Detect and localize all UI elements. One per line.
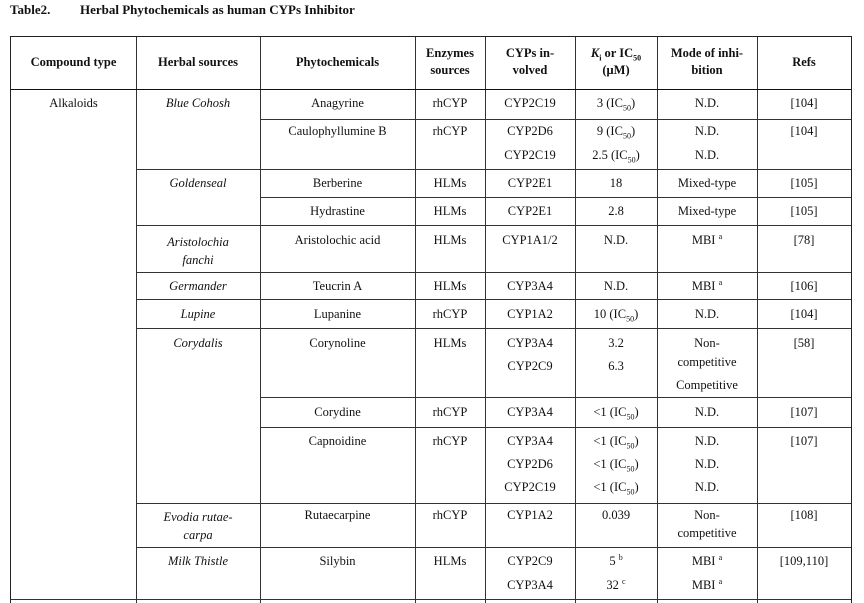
phytochemical-cell: Rutaecarpine xyxy=(304,508,371,522)
mode-cell: N.D. xyxy=(694,148,720,162)
ki-value-cell: 6.3 xyxy=(608,359,624,373)
ic-subscript: 50 xyxy=(626,314,635,324)
cyp-cell: CYP2E1 xyxy=(507,176,553,190)
ic-close: ) xyxy=(634,434,639,448)
header-phytochemicals: Phytochemicals xyxy=(295,55,380,69)
ref-cell: [105] xyxy=(790,204,818,218)
header-mode-line2: bition xyxy=(691,63,723,77)
ki-value-cell xyxy=(575,405,657,420)
footnote-mark: a xyxy=(718,277,723,287)
header-ki-line1 xyxy=(575,45,657,62)
footnote-mark: a xyxy=(718,552,723,562)
ic-close: ) xyxy=(630,124,636,138)
enzyme-source-cell: rhCYP xyxy=(432,307,468,321)
ki-value: 32 xyxy=(606,578,619,592)
ki-value-cell xyxy=(575,480,657,495)
row-rule xyxy=(136,272,851,273)
ki-value: <1 xyxy=(593,434,607,448)
mode-cell: N.D. xyxy=(694,307,720,321)
mode-cell: N.D. xyxy=(694,480,720,494)
ref-cell: [104] xyxy=(790,96,818,110)
cyp-cell: CYP2E1 xyxy=(507,204,553,218)
phytochemical-cell: Capnoidine xyxy=(308,434,367,448)
row-rule xyxy=(260,427,851,428)
ki-value-cell xyxy=(575,434,657,449)
enzyme-source-cell: HLMs xyxy=(433,279,467,293)
mode-text: MBI xyxy=(691,233,716,247)
header-refs: Refs xyxy=(792,55,816,69)
ref-cell: [104] xyxy=(790,307,818,321)
ki-value: <1 xyxy=(593,457,607,471)
cyp-cell: CYP2C19 xyxy=(504,96,556,110)
enzyme-source-cell: HLMs xyxy=(433,336,467,350)
ki-value: 2.5 xyxy=(592,148,608,162)
ref-cell: [104] xyxy=(790,124,818,138)
header-enzymes-line1: Enzymes xyxy=(426,46,474,60)
cyp-cell: CYP3A4 xyxy=(507,405,553,419)
cyp-cell: CYP1A1/2 xyxy=(502,233,558,247)
enzyme-source-cell: rhCYP xyxy=(432,124,468,138)
herbal-source-cell: Lupine xyxy=(180,307,216,321)
mode-cell: Mixed-type xyxy=(677,176,737,190)
ic-close: ) xyxy=(634,480,639,494)
table-title: Herbal Phytochemicals as human CYPs Inhibitor xyxy=(80,2,355,17)
ref-cell: [109,110] xyxy=(779,554,829,568)
phytochemical-table xyxy=(10,36,852,603)
header-mode-line1: Mode of inhi- xyxy=(670,46,744,60)
ki-value: 5 xyxy=(609,554,616,568)
ic-label: (IC xyxy=(607,148,628,162)
footnote-mark: c xyxy=(622,576,626,586)
row-rule xyxy=(136,225,851,226)
mode-cell: Competitive xyxy=(676,378,738,392)
header-rule xyxy=(11,89,851,90)
header-herbal-sources: Herbal sources xyxy=(158,55,238,69)
ki-value-cell: 3.2 xyxy=(608,336,624,350)
ic-subscript: 50 xyxy=(627,155,636,165)
phytochemical-cell: Silybin xyxy=(319,554,356,568)
phytochemical-cell: Aristolochic acid xyxy=(294,233,381,247)
row-rule xyxy=(136,328,851,329)
phytochemical-cell: Hydrastine xyxy=(310,204,365,218)
header-cyps-line1: CYPs in- xyxy=(505,46,555,60)
mode-cell: Mixed-type xyxy=(677,204,737,218)
table-number: Table2. xyxy=(10,2,51,17)
row-rule xyxy=(260,197,851,198)
ref-cell: [107] xyxy=(790,405,818,419)
enzyme-source-cell: rhCYP xyxy=(432,96,468,110)
herbal-source-cell xyxy=(136,233,260,269)
herbal-source-line: carpa xyxy=(183,528,213,542)
header-ki-ic50 xyxy=(575,45,657,79)
footnote-mark: a xyxy=(718,576,723,586)
ki-value-cell xyxy=(575,148,657,163)
ref-cell: [108] xyxy=(790,508,818,522)
phytochemical-cell: Lupanine xyxy=(313,307,362,321)
herbal-source-cell xyxy=(136,508,260,544)
mode-cell: Non- xyxy=(694,336,720,350)
mode-cell: N.D. xyxy=(694,434,720,448)
ic-label: or IC xyxy=(601,46,634,60)
cyp-cell: CYP3A4 xyxy=(507,434,553,448)
row-rule xyxy=(260,119,851,120)
herbal-source-cell: Germander xyxy=(169,279,227,293)
ic-label: (IC xyxy=(606,405,627,419)
ic-close: ) xyxy=(635,148,640,162)
ki-value-cell xyxy=(575,96,657,111)
herbal-source-cell: Corydalis xyxy=(173,336,223,350)
enzyme-source-cell: rhCYP xyxy=(432,405,468,419)
cyp-cell: CYP2D6 xyxy=(507,457,553,471)
herbal-source-cell: Goldenseal xyxy=(169,176,227,190)
herbal-source-cell: Milk Thistle xyxy=(167,554,229,568)
ref-cell: [107] xyxy=(790,434,818,448)
footnote-mark: b xyxy=(618,552,623,562)
ki-value: <1 xyxy=(593,405,607,419)
herbal-source-line: Evodia rutae- xyxy=(163,510,233,524)
ic-label: (IC xyxy=(606,457,627,471)
ic-close: ) xyxy=(634,307,639,321)
ki-value: 3 xyxy=(596,96,604,110)
mode-cell: N.D. xyxy=(694,457,720,471)
header-ki-unit: (μM) xyxy=(602,63,630,77)
table-caption xyxy=(10,2,355,18)
enzyme-source-cell: rhCYP xyxy=(432,508,468,522)
phytochemical-cell: Berberine xyxy=(312,176,363,190)
cyp-cell: CYP3A4 xyxy=(507,279,553,293)
ref-cell: [106] xyxy=(790,279,818,293)
cyp-cell: CYP2C19 xyxy=(504,148,556,162)
ref-cell: [78] xyxy=(793,233,815,247)
mode-cell: Non- xyxy=(694,508,720,522)
ic-label: (IC xyxy=(606,480,627,494)
ki-value-cell xyxy=(575,124,657,139)
enzyme-source-cell: HLMs xyxy=(433,554,467,568)
ic-subscript: 50 xyxy=(626,441,635,451)
ki-value-cell: N.D. xyxy=(603,233,629,247)
enzyme-source-cell: HLMs xyxy=(433,204,467,218)
mode-cell: competitive xyxy=(677,526,737,540)
ic-subscript: 50 xyxy=(622,103,631,113)
cyp-cell: CYP3A4 xyxy=(507,578,553,592)
row-rule xyxy=(136,547,851,548)
ic-label: (IC xyxy=(603,124,623,138)
ki-value-cell: N.D. xyxy=(603,279,629,293)
ki-value: 9 xyxy=(596,124,604,138)
mode-cell xyxy=(657,233,757,248)
cyp-cell: CYP2D6 xyxy=(507,124,553,138)
mode-text: MBI xyxy=(691,554,716,568)
enzyme-source-cell: HLMs xyxy=(433,176,467,190)
ic-label: (IC xyxy=(603,96,623,110)
ki-value: <1 xyxy=(593,480,607,494)
cyp-cell: CYP2C9 xyxy=(507,359,553,373)
row-rule xyxy=(260,397,851,398)
phytochemical-cell: Corynoline xyxy=(309,336,366,350)
mode-cell xyxy=(657,279,757,294)
ki-subscript: i xyxy=(599,53,602,63)
cyp-cell: CYP2C9 xyxy=(507,554,553,568)
mode-cell: N.D. xyxy=(694,96,720,110)
mode-cell: N.D. xyxy=(694,405,720,419)
ic-close: ) xyxy=(634,457,639,471)
enzyme-source-cell: HLMs xyxy=(433,233,467,247)
mode-text: MBI xyxy=(691,578,716,592)
ki-value-cell xyxy=(575,307,657,322)
header-cyps-involved xyxy=(485,45,575,79)
row-rule xyxy=(136,299,851,300)
ic-close: ) xyxy=(630,96,636,110)
mode-cell: competitive xyxy=(677,355,737,369)
ki-value-cell: 18 xyxy=(609,176,623,190)
ref-cell: [105] xyxy=(790,176,818,190)
phytochemical-cell: Corydine xyxy=(314,405,361,419)
phytochemical-cell: Caulophyllumine B xyxy=(288,124,387,138)
row-rule xyxy=(136,503,851,504)
ki-value-cell xyxy=(575,457,657,472)
header-compound-type: Compound type xyxy=(30,55,117,69)
row-rule xyxy=(11,599,851,600)
ki-value: 10 xyxy=(593,307,607,321)
ic-label: (IC xyxy=(606,434,627,448)
header-cyps-line2: volved xyxy=(512,63,548,77)
herbal-source-line: fanchi xyxy=(182,253,214,267)
ki-value-cell xyxy=(575,578,657,593)
ic-subscript: 50 xyxy=(622,131,631,141)
ki-value-cell: 0.039 xyxy=(601,508,631,522)
mode-cell xyxy=(657,578,757,593)
herbal-source-cell: Blue Cohosh xyxy=(165,96,231,110)
ic-close: ) xyxy=(634,405,639,419)
cyp-cell: CYP1A2 xyxy=(507,307,553,321)
ki-symbol: K xyxy=(590,46,600,60)
cyp-cell: CYP2C19 xyxy=(504,480,556,494)
mode-text: MBI xyxy=(691,279,716,293)
mode-cell xyxy=(657,554,757,569)
mode-cell: N.D. xyxy=(694,124,720,138)
ic-subscript: 50 xyxy=(626,464,635,474)
row-rule xyxy=(136,169,851,170)
cyp-cell: CYP1A2 xyxy=(507,508,553,522)
phytochemical-cell: Anagyrine xyxy=(311,96,364,110)
ic-subscript: 50 xyxy=(626,412,635,422)
footnote-mark: a xyxy=(718,231,723,241)
enzyme-source-cell: rhCYP xyxy=(432,434,468,448)
ic-subscript: 50 xyxy=(633,53,642,63)
phytochemical-cell: Teucrin A xyxy=(312,279,363,293)
ki-value-cell: 2.8 xyxy=(608,204,624,218)
ic-label: (IC xyxy=(606,307,627,321)
ic-subscript: 50 xyxy=(626,487,635,497)
header-mode-of-inhibition xyxy=(657,45,757,79)
ref-cell: [58] xyxy=(793,336,815,350)
cyp-cell: CYP3A4 xyxy=(507,336,553,350)
compound-type-cell: Alkaloids xyxy=(49,96,98,110)
header-enzymes-sources xyxy=(415,45,485,79)
header-enzymes-line2: sources xyxy=(430,63,470,77)
ki-value-cell xyxy=(575,554,657,569)
herbal-source-line: Aristolochia xyxy=(167,235,229,249)
